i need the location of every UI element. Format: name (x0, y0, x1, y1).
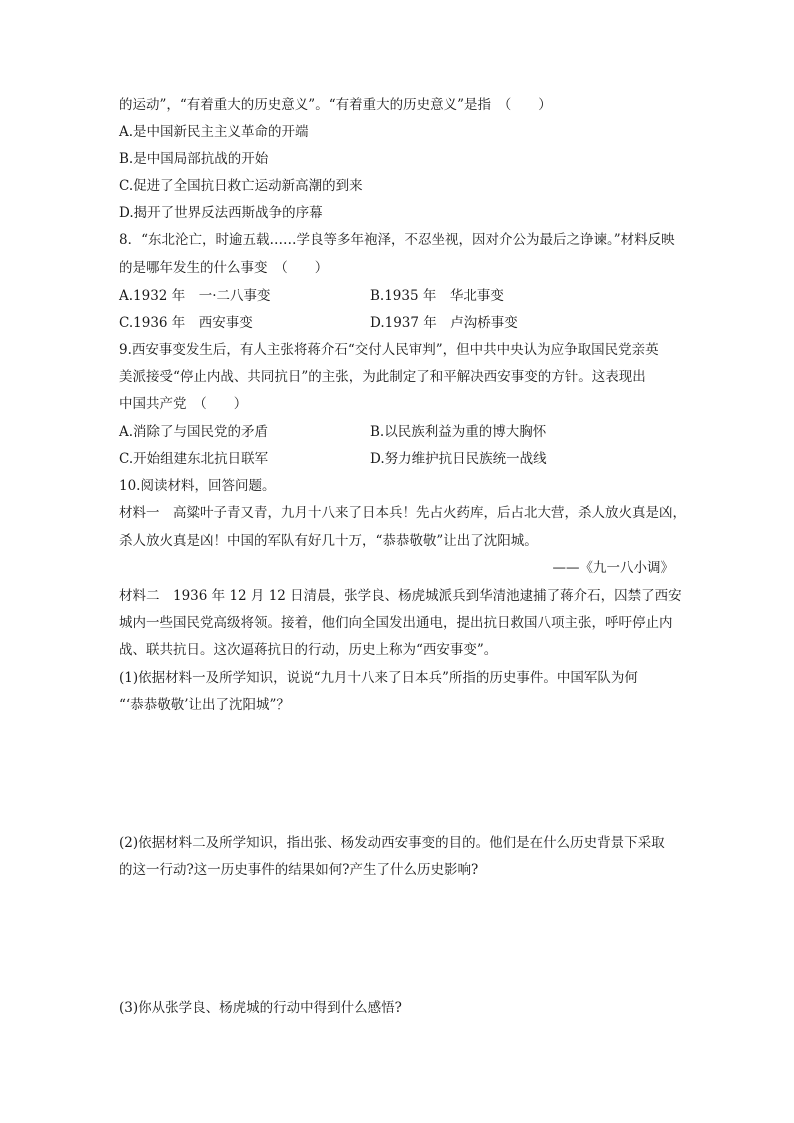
q8-option-b: B.1935 年 华北事变 (370, 288, 504, 304)
q8-stem-line1: 8．“东北沦亡，时逾五载……学良等多年袍泽，不忍坐视，因对介公为最后之诤谏。”材料反映 (119, 232, 675, 248)
subquestion1-line1: (1)依据材料一及所学知识，说说“九月十八来了日本兵”所指的历史事件。中国军队为何 (119, 670, 638, 686)
q8-option-c: C.1936 年 西安事变 (119, 315, 253, 331)
q10-heading: 10.阅读材料，回答问题。 (119, 478, 276, 494)
q9-options-row1 (119, 423, 547, 441)
material2-line2: 城内一些国民党高级将领。接着，他们向全国发出通电，提出抗日救国八项主张，呼吁停止内 (119, 615, 673, 631)
q8-options-row2 (119, 314, 518, 332)
material1-line2: 杀人放火真是凶！中国的军队有好几十万，“恭恭敬敬”让出了沈阳城。 (119, 533, 538, 549)
q9-stem-line3: 中国共产党 （ ） (119, 396, 248, 412)
q9-options-row2 (119, 450, 547, 468)
q7-option-a: A.是中国新民主主义革命的开端 (119, 124, 309, 140)
q9-stem-line2: 美派接受“停止内战、共同抗日”的主张，为此制定了和平解决西安事变的方针。这表现出 (119, 369, 646, 385)
q9-stem-line1: 9.西安事变发生后，有人主张将蒋介石“交付人民审判”，但中共中央认为应争取国民党亲英 (119, 342, 659, 358)
q8-option-a: A.1932 年 一·二八事变 (119, 288, 271, 304)
q9-option-b: B.以民族利益为重的博大胸怀 (370, 424, 547, 440)
q9-option-c: C.开始组建东北抗日联军 (119, 451, 269, 467)
q7-option-b: B.是中国局部抗战的开始 (119, 151, 269, 167)
subquestion1-line2: “‘恭恭敬敬’让出了沈阳城”？ (119, 697, 290, 713)
q7-stem-continued: 的运动”，“有着重大的历史意义”。“有着重大的历史意义”是指 （ ） (119, 97, 552, 113)
q9-option-d: D.努力维护抗日民族统一战线 (370, 451, 547, 467)
subquestion2-line1: (2)依据材料二及所学知识，指出张、杨发动西安事变的目的。他们是在什么历史背景下采取 (119, 835, 665, 851)
material1-source: ——《九一八小调》 (552, 560, 674, 576)
q7-option-d: D.揭开了世界反法西斯战争的序幕 (119, 205, 323, 221)
q9-option-a: A.消除了与国民党的矛盾 (119, 424, 269, 440)
q8-option-d: D.1937 年 卢沟桥事变 (370, 315, 518, 331)
subquestion2-line2: 的这一行动?这一历史事件的结果如何?产生了什么历史影响? (119, 862, 479, 878)
material2-line3: 战、联共抗日。这次逼蒋抗日的行动，历史上称为“西安事变”。 (119, 642, 498, 658)
material1-line1: 材料一 高粱叶子青又青，九月十八来了日本兵！先占火药库，后占北大营，杀人放火真是凶， (119, 505, 686, 521)
material2-line1: 材料二 1936 年 12 月 12 日清晨，张学良、杨虎城派兵到华清池逮捕了蒋介石，囚禁了西安 (119, 588, 682, 604)
subquestion3: (3)你从张学良、杨虎城的行动中得到什么感悟? (119, 1000, 402, 1016)
q7-option-c: C.促进了全国抗日救亡运动新高潮的到来 (119, 178, 363, 194)
q8-stem-line2: 的是哪年发生的什么事变 （ ） (119, 260, 329, 276)
q8-options-row1 (119, 287, 504, 305)
